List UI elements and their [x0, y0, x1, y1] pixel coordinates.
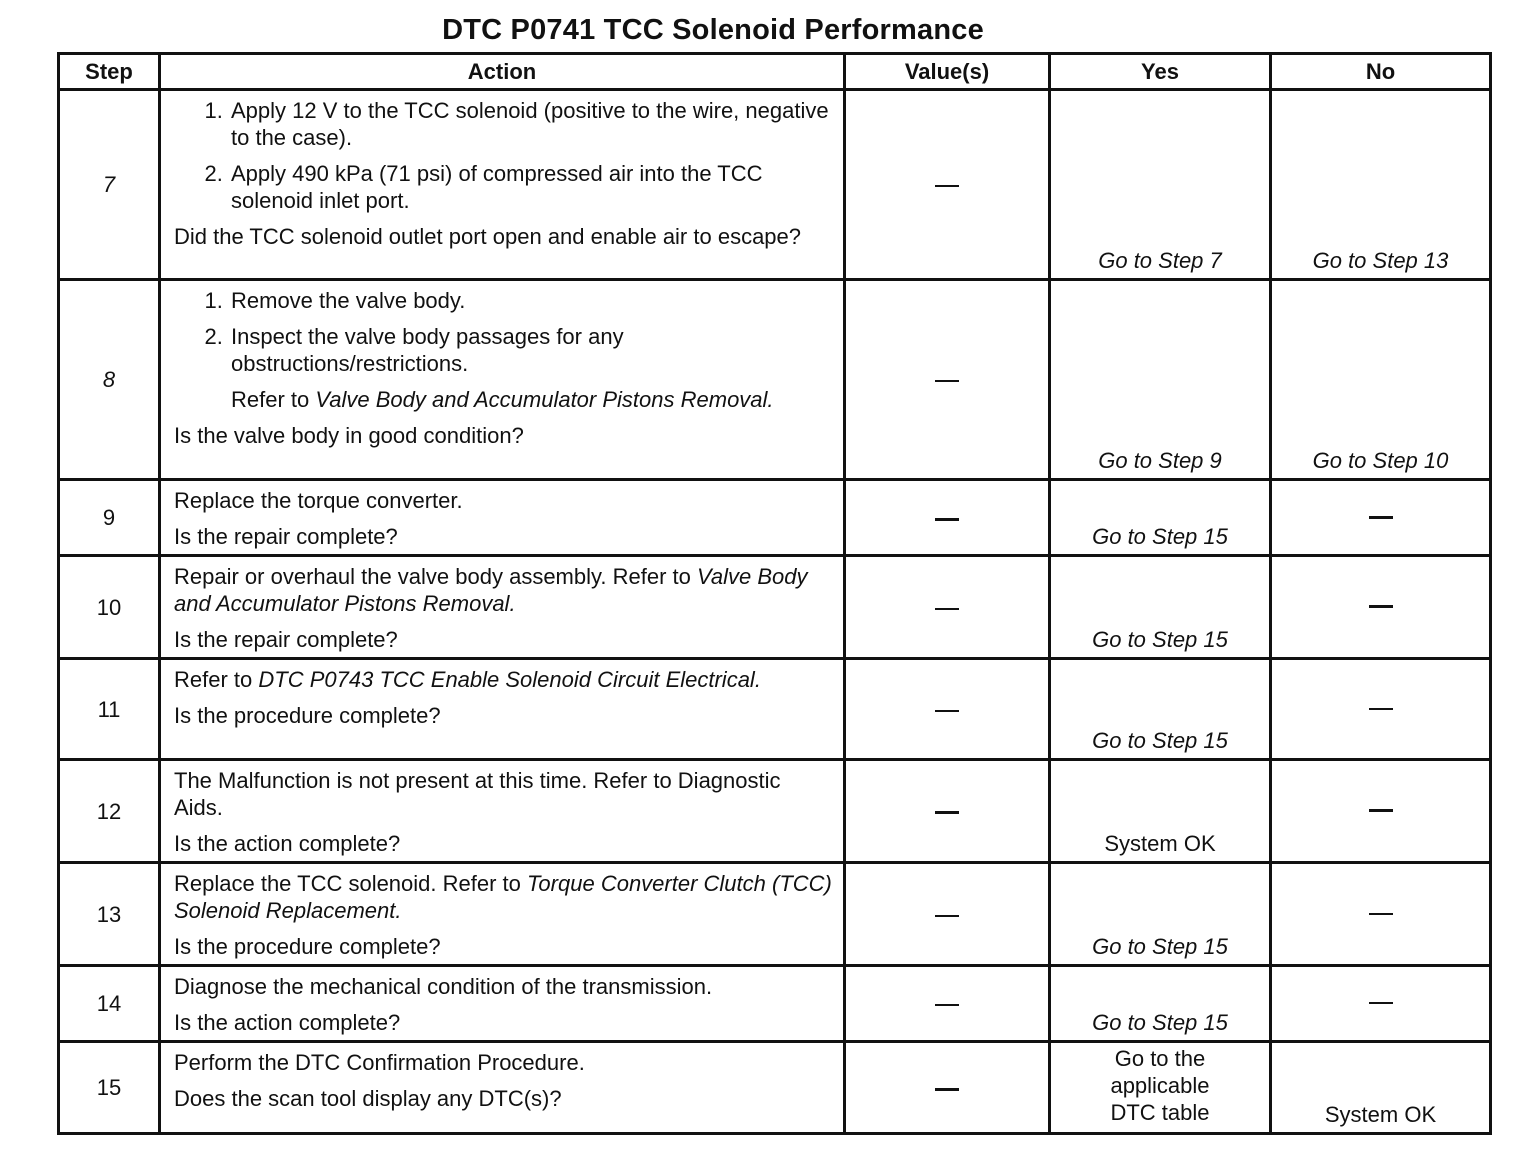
value-cell	[845, 480, 1050, 556]
dash-mark	[1369, 913, 1393, 915]
table-row-step-13	[59, 863, 1491, 966]
no-cell: Go to Step 10	[1271, 280, 1491, 480]
no-cell	[1271, 659, 1491, 760]
dash-mark	[935, 185, 959, 187]
step-number: 14	[59, 966, 160, 1042]
reference-title: Valve Body and Accumulator Pistons Removal.	[174, 564, 808, 616]
table-row-step-11	[59, 659, 1491, 760]
action-text: Refer to	[174, 667, 253, 692]
action-question: Is the repair complete?	[174, 524, 398, 549]
no-cell	[1271, 863, 1491, 966]
header-row	[59, 54, 1491, 90]
table-row-step-15	[59, 1042, 1491, 1134]
action-list-item-text: Inspect the valve body passages for any obstructions/restrictions.	[231, 324, 624, 376]
dash-mark	[1369, 1002, 1393, 1004]
step-number: 7	[59, 90, 160, 280]
action-list-item: 1. Apply 12 V to the TCC solenoid (positive to the wire, negative to the case).	[229, 97, 833, 151]
action-text: The Malfunction is not present at this time. Refer to Diagnostic Aids.	[174, 768, 781, 820]
dash-mark	[1369, 809, 1393, 812]
action-cell	[160, 966, 845, 1042]
no-cell	[1271, 760, 1491, 863]
step-number: 12	[59, 760, 160, 863]
reference-title: Torque Converter Clutch (TCC) Solenoid Replacement.	[174, 871, 832, 923]
yes-cell: Go to Step 15	[1050, 966, 1271, 1042]
action-question: Is the repair complete?	[174, 627, 398, 652]
value-cell	[845, 90, 1050, 280]
yes-line: Go to the	[1114, 1046, 1206, 1071]
step-number: 15	[59, 1042, 160, 1134]
action-list-item	[229, 323, 833, 413]
diagnostic-table	[57, 52, 1492, 1135]
value-cell	[845, 863, 1050, 966]
action-question: Does the scan tool display any DTC(s)?	[174, 1086, 562, 1111]
yes-line: applicable	[1110, 1073, 1210, 1098]
step-number: 13	[59, 863, 160, 966]
no-cell: Go to Step 13	[1271, 90, 1491, 280]
dash-mark	[1369, 605, 1393, 608]
step-number: 11	[59, 659, 160, 760]
action-list	[174, 287, 833, 413]
action-text: Repair or overhaul the valve body assembly. Refer to	[174, 564, 691, 589]
page-title: DTC P0741 TCC Solenoid Performance	[442, 14, 984, 46]
header-yes: Yes	[1050, 54, 1271, 90]
step-number: 9	[59, 480, 160, 556]
value-cell	[845, 966, 1050, 1042]
table-row-step-8	[59, 280, 1491, 480]
yes-cell: Go to Step 15	[1050, 480, 1271, 556]
action-text: Replace the TCC solenoid. Refer to	[174, 871, 521, 896]
action-cell	[160, 90, 845, 280]
step-number: 8	[59, 280, 160, 480]
table-row-step-10	[59, 556, 1491, 659]
header-step: Step	[59, 54, 160, 90]
no-cell: System OK	[1271, 1042, 1491, 1134]
yes-cell: Go to Step 15	[1050, 659, 1271, 760]
yes-cell	[1050, 1042, 1271, 1134]
table-row-step-7	[59, 90, 1491, 280]
dash-mark	[935, 380, 959, 382]
header-action: Action	[160, 54, 845, 90]
action-list	[174, 97, 833, 214]
header-no: No	[1271, 54, 1491, 90]
value-cell	[845, 659, 1050, 760]
action-cell	[160, 556, 845, 659]
action-cell	[160, 760, 845, 863]
header-values: Value(s)	[845, 54, 1050, 90]
reference-prefix: Refer to	[231, 387, 310, 412]
dash-mark	[935, 915, 959, 917]
no-cell	[1271, 480, 1491, 556]
dash-mark	[935, 1088, 959, 1091]
table-row-step-12	[59, 760, 1491, 863]
action-list-item: 2. Apply 490 kPa (71 psi) of compressed air into the TCC solenoid inlet port.	[229, 160, 833, 214]
dash-mark	[1369, 708, 1393, 710]
value-cell	[845, 280, 1050, 480]
value-cell	[845, 1042, 1050, 1134]
yes-cell: Go to Step 15	[1050, 556, 1271, 659]
action-text: Perform the DTC Confirmation Procedure.	[174, 1050, 585, 1075]
value-cell	[845, 760, 1050, 863]
yes-cell: System OK	[1050, 760, 1271, 863]
action-question: Is the action complete?	[174, 1010, 401, 1035]
action-question: Is the procedure complete?	[174, 703, 441, 728]
dash-mark	[935, 608, 959, 610]
reference-title: DTC P0743 TCC Enable Solenoid Circuit Electrical.	[258, 667, 761, 692]
dash-mark	[935, 1004, 959, 1006]
reference-title: Valve Body and Accumulator Pistons Removal.	[315, 387, 774, 412]
yes-line: DTC table	[1110, 1100, 1210, 1125]
action-cell	[160, 863, 845, 966]
step-number: 10	[59, 556, 160, 659]
yes-cell: Go to Step 15	[1050, 863, 1271, 966]
action-question: Did the TCC solenoid outlet port open and enable air to escape?	[174, 224, 802, 249]
dash-mark	[1369, 516, 1393, 519]
action-text: Replace the torque converter.	[174, 488, 463, 513]
yes-cell: Go to Step 7	[1050, 90, 1271, 280]
table-row-step-14	[59, 966, 1491, 1042]
table-row-step-9	[59, 480, 1491, 556]
dash-mark	[935, 710, 959, 712]
action-question: Is the procedure complete?	[174, 934, 441, 959]
action-cell	[160, 1042, 845, 1134]
dash-mark	[935, 811, 959, 814]
reference	[231, 386, 833, 413]
yes-cell: Go to Step 9	[1050, 280, 1271, 480]
dash-mark	[935, 518, 959, 521]
action-text: Diagnose the mechanical condition of the transmission.	[174, 974, 713, 999]
action-cell	[160, 480, 845, 556]
action-question: Is the action complete?	[174, 831, 401, 856]
action-cell	[160, 280, 845, 480]
value-cell	[845, 556, 1050, 659]
no-cell	[1271, 966, 1491, 1042]
action-question: Is the valve body in good condition?	[174, 423, 524, 448]
action-cell	[160, 659, 845, 760]
action-list-item: 1. Remove the valve body.	[229, 287, 833, 314]
no-cell	[1271, 556, 1491, 659]
